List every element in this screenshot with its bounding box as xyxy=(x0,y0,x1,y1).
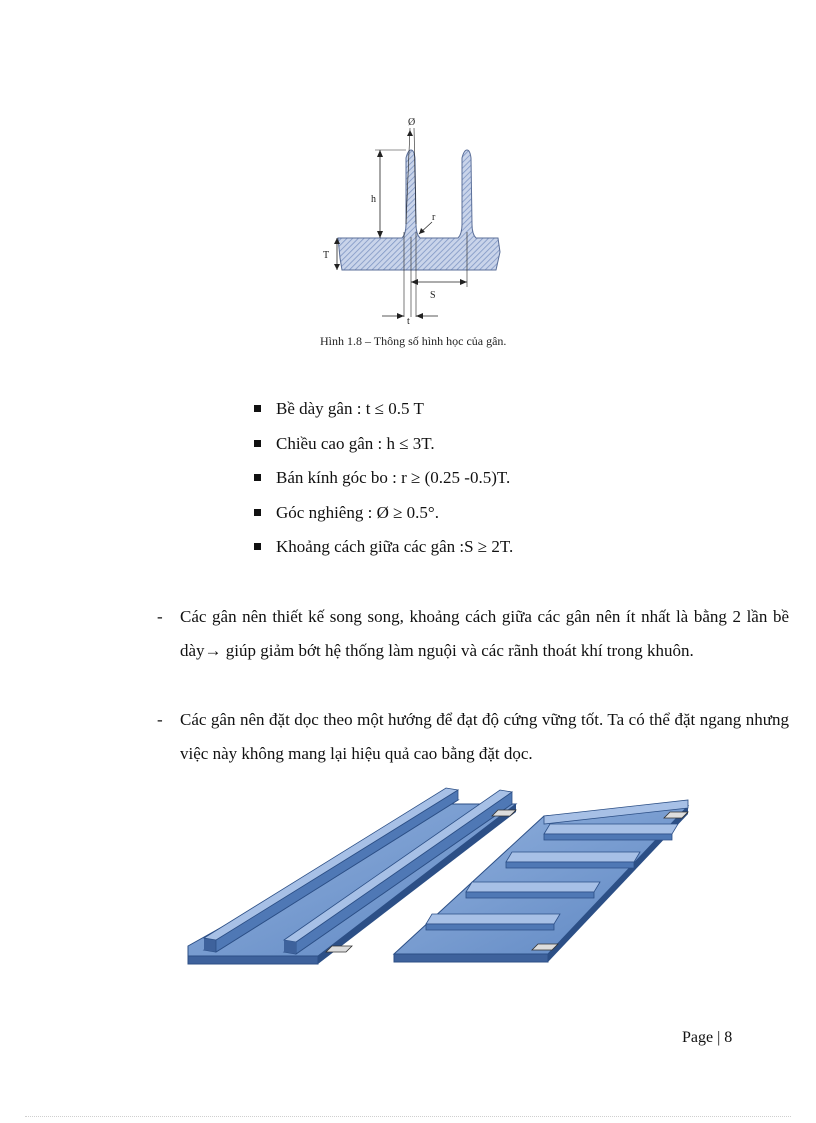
t-label: t xyxy=(407,316,410,327)
list-item: Bề dày gân : t ≤ 0.5 T xyxy=(254,397,513,432)
rib-geometry-figure xyxy=(320,112,506,327)
square-bullet-icon xyxy=(254,509,261,516)
list-item: Chiều cao gân : h ≤ 3T. xyxy=(254,432,513,467)
dash-marker: - xyxy=(157,607,163,626)
paragraph-text: Các gân nên thiết kế song song, khoảng cách giữa các gân nên ít nhất là bằng 2 lần bề dày→ giúp giảm bớt hệ thống làm nguội và các rãnh thoát khí trong khuôn. xyxy=(180,607,789,660)
page-number: Page | 8 xyxy=(682,1029,733,1046)
paragraph-text: Các gân nên đặt dọc theo một hướng để đạt độ cứng vững tốt. Ta có thể đặt ngang nhưng việc này không mang lại hiệu quả cao bằng đặt dọc. xyxy=(180,710,789,763)
phi-label: Ø xyxy=(408,117,416,128)
paragraph-parallel-ribs xyxy=(157,600,789,668)
rib-section-shape xyxy=(338,150,500,270)
rib-parameter-list xyxy=(254,397,513,570)
list-item: Bán kính góc bo : r ≥ (0.25 -0.5)T. xyxy=(254,466,513,501)
r-label: r xyxy=(432,212,436,223)
square-bullet-icon xyxy=(254,440,261,447)
square-bullet-icon xyxy=(254,474,261,481)
paragraph-rib-orientation xyxy=(157,703,789,771)
T-label: T xyxy=(323,250,330,261)
square-bullet-icon xyxy=(254,405,261,412)
list-item: Góc nghiêng : Ø ≥ 0.5°. xyxy=(254,501,513,536)
list-item: Khoảng cách giữa các gân :S ≥ 2T. xyxy=(254,535,513,570)
square-bullet-icon xyxy=(254,543,261,550)
figure-caption: Hình 1.8 – Thông số hình học của gân. xyxy=(320,334,507,348)
page-bottom-divider xyxy=(25,1116,791,1117)
h-label: h xyxy=(371,194,376,205)
rib-orientation-figure xyxy=(182,780,690,966)
S-label: S xyxy=(430,290,436,301)
dash-marker: - xyxy=(157,710,163,729)
